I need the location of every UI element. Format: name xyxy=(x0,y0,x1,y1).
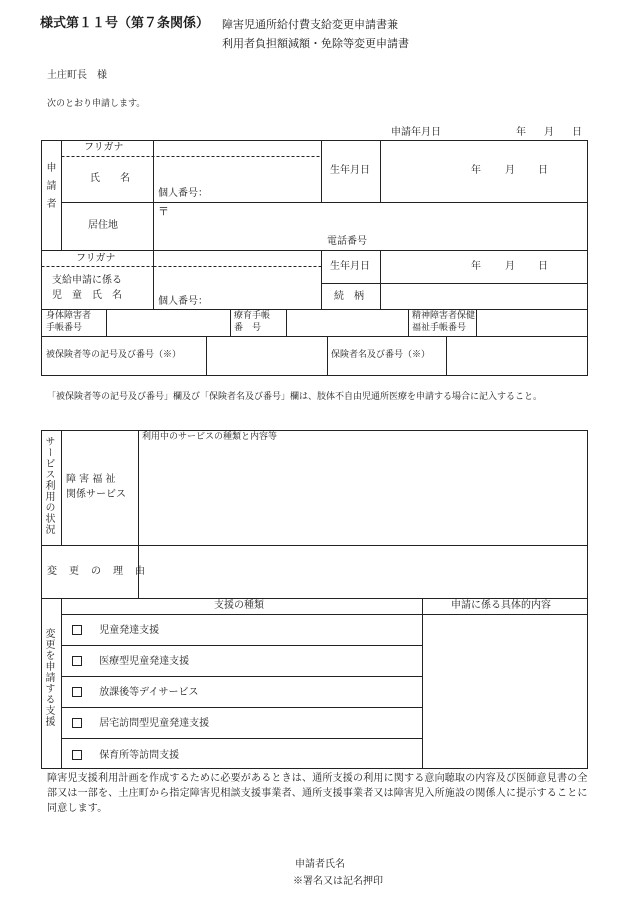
ryoiku-label-line2: 番 号 xyxy=(234,323,262,333)
support-option[interactable] xyxy=(72,656,189,667)
support-checkbox[interactable] xyxy=(72,718,82,728)
form-title-line1: 障害児通所給付費支給変更申請書兼 xyxy=(222,18,398,31)
support-option-label: 放課後等デイサービス xyxy=(99,686,199,698)
service-category-line1: 障 害 福 祉 xyxy=(66,474,116,485)
applicant-name-label: 氏 名 xyxy=(90,173,130,184)
child-name-label-line1: 支給申請に係る xyxy=(52,275,122,286)
service-content-label: 利用中のサービスの種類と内容等 xyxy=(142,432,278,442)
applicant-side-label: 申請者 xyxy=(44,162,55,216)
support-checkbox[interactable] xyxy=(72,687,82,697)
applicant-personal-number: 個人番号： xyxy=(158,188,208,199)
form-number: 様式第１１号（第７条関係） xyxy=(40,16,210,31)
application-date-year: 年 xyxy=(516,127,526,138)
support-checkbox[interactable] xyxy=(72,625,82,635)
applicant-furigana-label: フリガナ xyxy=(84,142,124,153)
change-reason-label: 変 更 の 理 由 xyxy=(47,566,146,577)
support-detail-header: 申請に係る具体的内容 xyxy=(451,600,551,611)
consent-text: 障害児支援利用計画を作成するために必要があるときは、通所支援の利用に関する意向聴取の内容及び医師意見書の全部又は一部を、土庄町から指定障害児相談支援事業者、通所支援事業者又は障害児入所施設の関係人に提示することに同意します。 xyxy=(47,773,588,814)
applicant-birth-label: 生年月日 xyxy=(330,165,370,176)
child-birth-label: 生年月日 xyxy=(330,261,370,272)
child-name-label-line2: 児 童 氏 名 xyxy=(52,290,122,301)
application-date-label: 申請年月日 xyxy=(391,127,441,138)
applicant-address-label: 居住地 xyxy=(88,220,118,231)
service-category-line2: 関係サービス xyxy=(66,489,126,500)
intro-text: 次のとおり申請します。 xyxy=(47,99,146,109)
service-status-side-label: サービス利用の状況 xyxy=(43,436,54,535)
application-date-day: 日 xyxy=(572,127,582,138)
support-checkbox[interactable] xyxy=(72,750,82,760)
child-birth-day: 日 xyxy=(538,261,548,272)
insurer-label: 保険者名及び番号（※） xyxy=(331,350,431,360)
applicant-birth-year: 年 xyxy=(471,165,481,176)
addressee: 土庄町長 様 xyxy=(47,70,107,81)
postal-mark: 〒 xyxy=(158,205,169,218)
support-checkbox[interactable] xyxy=(72,656,82,666)
signature-note: ※署名又は記名押印 xyxy=(293,876,383,887)
child-furigana-label: フリガナ xyxy=(76,253,116,264)
child-relationship-label: 続 柄 xyxy=(334,291,364,302)
support-option-label: 保育所等訪問支援 xyxy=(99,749,180,761)
application-date-month: 月 xyxy=(544,127,554,138)
support-option-label: 医療型児童発達支援 xyxy=(99,655,190,667)
support-option[interactable] xyxy=(72,718,209,729)
mental-disability-label-line2: 福祉手帳番号 xyxy=(412,323,467,333)
child-personal-number: 個人番号： xyxy=(158,296,208,307)
physical-disability-label-line1: 身体障害者 xyxy=(46,311,92,321)
ryoiku-label-line1: 療育手帳 xyxy=(234,311,271,321)
insured-number-label: 被保険者等の記号及び番号（※） xyxy=(46,350,182,360)
support-option[interactable] xyxy=(72,687,199,698)
support-option[interactable] xyxy=(72,625,159,636)
physical-disability-label-line2: 手帳番号 xyxy=(46,323,83,333)
child-birth-month: 月 xyxy=(505,261,515,272)
signature-label: 申請者氏名 xyxy=(295,859,345,870)
support-option-label: 児童発達支援 xyxy=(99,624,160,636)
support-option-label: 居宅訪問型児童発達支援 xyxy=(99,717,210,729)
support-side-label: 変更を申請する支援 xyxy=(43,628,54,727)
form-title-line2: 利用者負担額減額・免除等変更申請書 xyxy=(222,37,409,50)
child-birth-year: 年 xyxy=(471,261,481,272)
applicant-birth-month: 月 xyxy=(505,165,515,176)
insurance-note: 「被保険者等の記号及び番号」欄及び「保険者名及び番号」欄は、肢体不自由児通所医療を申請する場合に記入すること。 xyxy=(47,392,543,402)
support-type-header: 支援の種類 xyxy=(214,600,264,611)
mental-disability-label-line1: 精神障害者保健 xyxy=(412,311,476,321)
applicant-phone-label: 電話番号 xyxy=(327,236,367,247)
support-option[interactable] xyxy=(72,750,179,761)
applicant-birth-day: 日 xyxy=(538,165,548,176)
